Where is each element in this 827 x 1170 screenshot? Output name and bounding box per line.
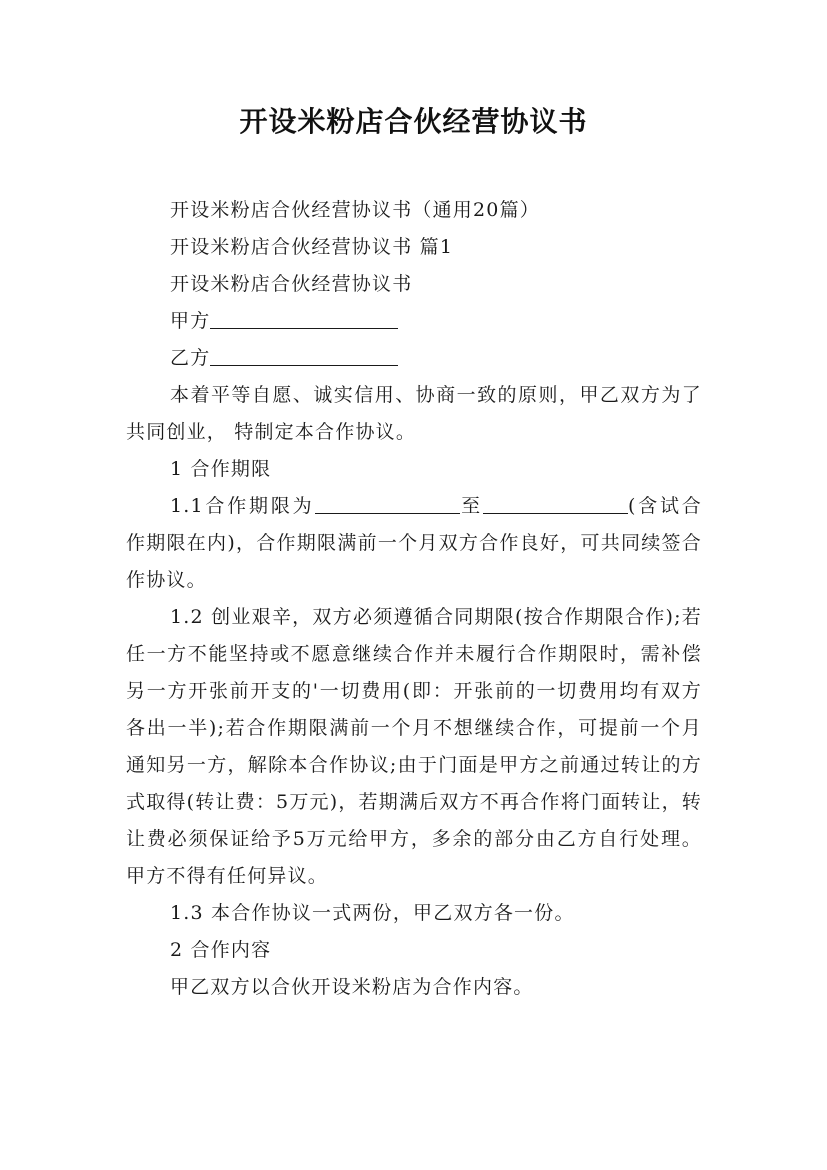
paragraph-term-1-1 <box>126 488 702 599</box>
term-1-1-to: 至 <box>459 495 483 517</box>
paragraph-principles: 本着平等自愿、诚实信用、协商一致的原则，甲乙双方为了共同创业， 特制定本合作协议。 <box>126 384 702 443</box>
paragraph-term-1-2: 1.2 创业艰辛，双方必须遵循合同期限(按合作期限合作);若任一方不能坚持或不愿意继续合作并未履行合作期限时，需补偿另一方开张前开支的'一切费用(即：开张前的一切费用均有双方各出一半);若合作期限满前一个月不想继续合作，可提前一个月通知另一方，解除本合作协议;由于门面是甲方之前通过转让的方式取得(转让费：5万元)，若期满后双方不再合作将门面转让，转让费必须保证给予5万元给甲方，多余的部分由乙方自行处理。甲方不得有任何异议。 <box>126 606 702 887</box>
party-b-label: 乙方 <box>170 347 211 369</box>
term-start-blank <box>315 493 460 514</box>
party-a-label: 甲方 <box>170 310 211 332</box>
party-a-blank <box>210 308 398 329</box>
section-heading-term: 1 合作期限 <box>170 458 272 480</box>
document-title: 开设米粉店合伙经营协议书 <box>239 105 588 138</box>
term-end-blank <box>483 493 628 514</box>
term-1-1-prefix: 1.1合作期限为 <box>170 495 315 517</box>
paragraph-collection-heading: 开设米粉店合伙经营协议书（通用20篇） <box>170 199 540 221</box>
party-b-line <box>126 340 702 377</box>
paragraph-agreement-name: 开设米粉店合伙经营协议书 <box>170 273 413 295</box>
section-heading-content: 2 合作内容 <box>170 939 272 961</box>
party-b-blank <box>210 345 398 366</box>
paragraph-content: 甲乙双方以合伙开设米粉店为合作内容。 <box>170 976 534 998</box>
paragraph-term-1-3: 1.3 本合作协议一式两份，甲乙双方各一份。 <box>170 902 575 924</box>
paragraph-article-heading: 开设米粉店合伙经营协议书 篇1 <box>170 236 454 258</box>
term-1-1-suffix: (含试合作期限在内)，合作期限满前一个月双方合作良好，可共同续签合作协议。 <box>126 495 702 591</box>
document-body <box>126 192 702 1006</box>
party-a-line <box>126 303 702 340</box>
